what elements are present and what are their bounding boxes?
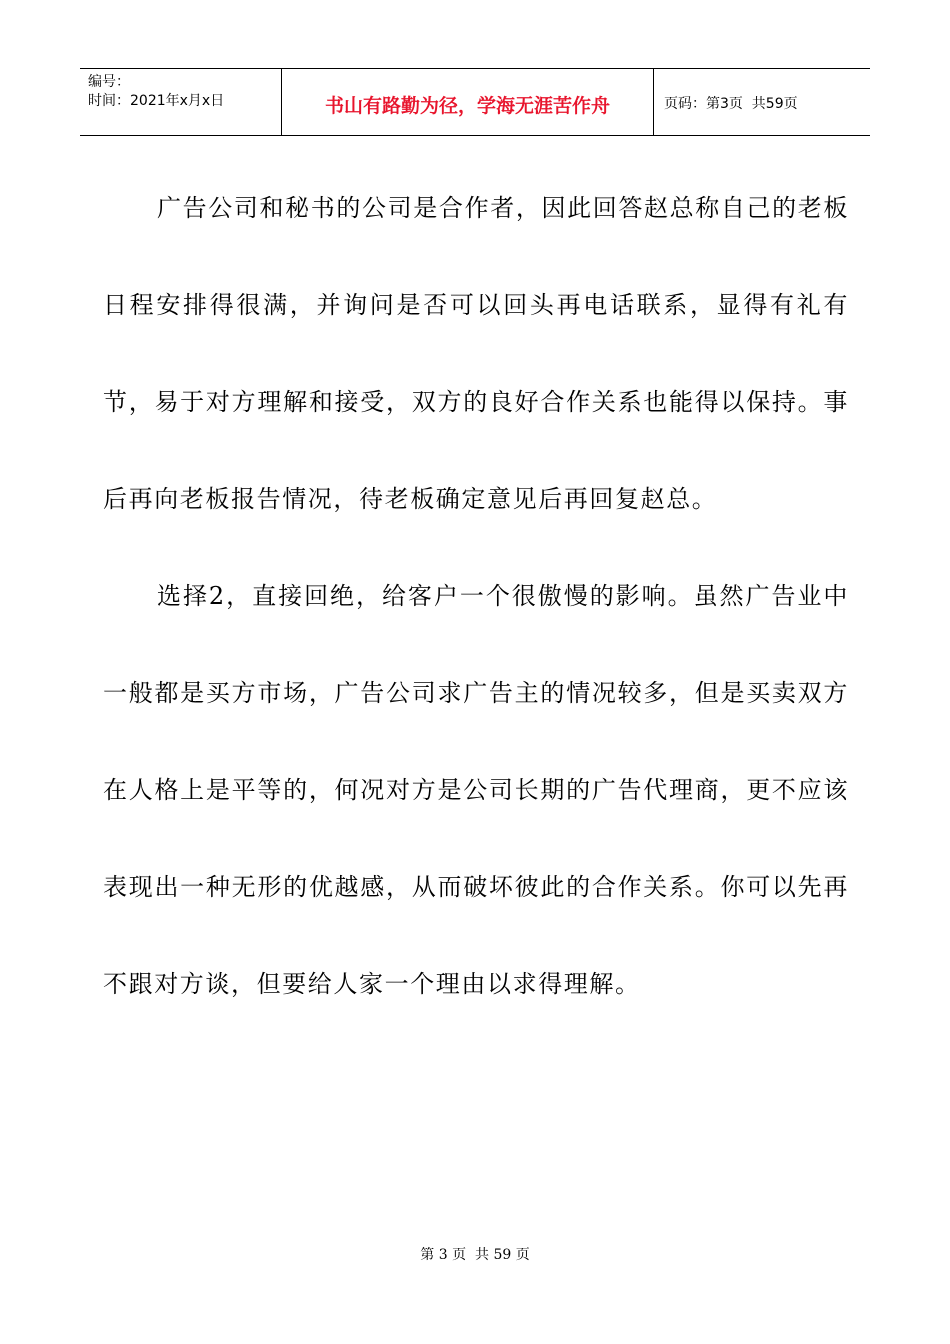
header-motto: 书山有路勤为径，学海无涯苦作舟 xyxy=(282,69,654,135)
paragraph-2: 选择2，直接回绝，给客户一个很傲慢的影响。虽然广告业中一般都是买方市场，广告公司求广告主的情况较多，但是买卖双方在人格上是平等的，何况对方是公司长期的广告代理商，更不应该表现出一种无形的优越感，从而破坏彼此的合作关系。你可以先再不跟对方谈，但要给人家一个理由以求得理解。 xyxy=(103,582,849,998)
paragraph-1: 广告公司和秘书的公司是合作者，因此回答赵总称自己的老板日程安排得很满，并询问是否可以回头再电话联系，显得有礼有节，易于对方理解和接受，双方的良好合作关系也能得以保持。事后再向老板报告情况，待老板确定意见后再回复赵总。 xyxy=(103,194,849,513)
document-body xyxy=(103,160,849,1033)
page-footer: 第 3 页 共 59 页 xyxy=(420,1247,530,1263)
header-meta xyxy=(80,69,282,135)
header-page-info: 页码：第3页 共59页 xyxy=(664,96,798,112)
header-date: 时间：2021年x月x日 xyxy=(88,93,225,109)
header-number-label: 编号： xyxy=(88,74,130,90)
page-header xyxy=(80,68,870,136)
